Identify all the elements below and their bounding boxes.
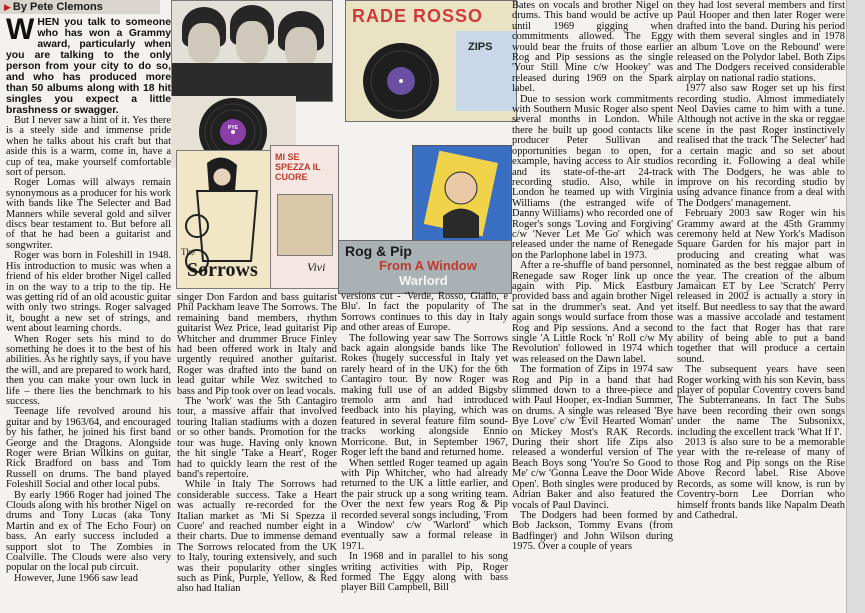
article-column-4: [512, 1, 673, 613]
paragraph: Bates on vocals and brother Nigel on drums. This band would be active up until 1969 gigging when commitments allowed. The Eggy would bear the fruits of those earlier Rog and Pip sessions as the single 'Your Still Mine c/w Hookey' was released during 1969 on the Spark label.: [512, 1, 673, 95]
paragraph: 1977 also saw Roger set up his first recording studio. Almost immediately Neol Davies came to him with a tune. Although not active in the ska or reggae scene in the past Roger instinctively realised that the track 'The Selecter' had a certain magic and so set about recording it. Following a deal while with The Dodgers, he was able to improve on his recording studio by using advance finance from a deal with The Dodgers' management.: [677, 83, 845, 209]
paragraph: Due to session work commitments with Southern Music Roger also spent several months in London. While there he built up good contacts like producer Peter Sullivan and opportunities began to open, for example, having access to Air studios and its state-of-the-art 24-track recording studio. Also, while in London he teamed up with Virginia Williams (the estranged wife of Danny Williams) who recorded one of Roger's songs 'Loving and Forgiving' c/w 'Never Let Me Go' which was released under the name of Renegade on the Parlophone label in 1973.: [512, 93, 673, 261]
rogpip-subtitle: From A Window: [379, 258, 477, 273]
face-shape: [188, 23, 220, 63]
paragraph: The subsequent years have seen Roger working with his son Kevin, bass player of popular Coventry covers band The Subterraneans. In fact The Subs have been recording their own songs under the name The Subsonixx, including the excellent track 'What If I'.: [677, 364, 845, 438]
vinyl-record-image: [346, 41, 456, 121]
rogpip-title: Rog & Pip: [345, 243, 412, 259]
paragraph: When Roger sets his mind to do something he does it to the best of his abilities. As he rightly says, if you have the will, and are prepared to work hard, then you can make your own luck in life – there lies the benchmark to his success.: [6, 333, 171, 407]
paragraph: they had lost several members and first Paul Hooper and then later Roger were drafted into the band. During his period with them several singles and in 1978 an album 'Love on the Rebound' were released on the Polydor label. Both Zips and The Dodgers received considerable airplay on national radio stations.: [677, 1, 845, 84]
rosso-sleeve-image: [345, 0, 517, 122]
sorrows-sleeve-image: [176, 150, 282, 289]
label-text: PYE: [227, 125, 239, 131]
band-photo: [171, 0, 333, 102]
article-column-3: [341, 292, 508, 613]
face-shape: [236, 21, 268, 63]
sorrows-title: Sorrows: [187, 259, 258, 281]
vivi-sleeve-name: Vivi: [307, 260, 326, 274]
paragraph: Teenage life revolved around his guitar and by 1963/64, and encouraged by his father, he joined his first band George and the Dragons. Alongside Roger were Brian Wilkins on guitar, Rick Bradford on bass and Tom Russell on drums. The band played Foleshill Social and other local pubs.: [6, 406, 171, 491]
rogpip-b-side: Warlord: [399, 273, 448, 288]
face-shape: [285, 27, 317, 67]
sorrows-subtitle: The: [181, 247, 195, 257]
paragraph: singer Don Fardon and bass guitarist Phil Packham leave The Sorrows. The remaining band members, rhythm guitarist Wez Price, lead guitarist Pip Whitcher and drummer Bruce Finley had been offered work in Italy and urgently required another guitarist. Roger was drafted into the band on lead guitar while Wez switched to bass and Pip took over on lead vocals.: [177, 293, 337, 397]
paragraph: Roger was born in Foleshill in 1948. His introduction to music was when a friend of his elder brother Nigel called in on the way to a trip to the tip. He was getting rid of an old acoustic guitar with only two strings. Roger salvaged it, bought a new set of strings, and went about learning chords.: [6, 250, 171, 335]
paragraph: The formation of Zips in 1974 saw Rog and Pip in a band that had slimmed down to a three-piece and with Paul Hooper, ex-Indian Summer, on drums. A single was released 'Bye Bye Love' c/w 'Evil Hearted Woman' on Mickey Most's RAK Records. During their short life Zips also released a wonderful version of The Beach Boys song 'You're So Good to Me' c/w 'Gonna Leave the Door Wide Open'. Both singles were produced by Adrian Baker and also featured the vocals of Paul Davinci.: [512, 364, 673, 511]
paragraph: While in Italy The Sorrows had considerable success. Take a Heart was actually re-recorded for the Italian market as 'Mi Si Spezza il Cuore' and reached number eight in their charts. Due to immense demand The Sorrows relocated from the UK to Italy, touring extensively, and such was their popularity other singles such as Pink, Purple, Yellow, & Red also had Italian: [177, 479, 337, 595]
paragraph: However, June 1966 saw lead: [14, 572, 138, 584]
paragraph: The 'work' was the 5th Cantagiro tour, a massive affair that involved touring Italian stadiums with a dozen or so other bands. Promotion for the tour was huge. Having only known the hit single 'Take a Heart', Roger had to quickly learn the rest of the band's repertoire.: [177, 396, 337, 480]
pip-sleeve-title: ZIPS: [468, 41, 493, 53]
paragraph: The following year saw The Sorrows back again alongside bands like The Rokes (hugely successful in Italy yet rarely heard of in the UK) for the 6th Cantagiro tour. By now Roger was making full use of an added Bigsby tremolo arm and had introduced feedback into his playing, which was featured in several feature film sound-tracks working alongside Ennio Morricone. But, in September 1967, Roger left the band and returned home.: [341, 332, 508, 459]
lead-paragraph: [6, 17, 171, 116]
paragraph: After a re-shuffle of band personnel, Renegade saw Roger link up once again with Pip. Mick Eastbury provided bass and again brother Nigel sat in the drummer's seat. And yet again songs would surface from those Rog and Pip sessions. And a second single 'A Little Rock 'n' Roll c/w My Revolution' followed in 1974 which was released on the Dawn label.: [512, 260, 673, 365]
rosso-sleeve-title: RADE ROSSO: [352, 6, 484, 26]
rogpip-sleeve-image: [338, 240, 512, 294]
article-column-5: [677, 1, 845, 613]
article-column-2: [177, 293, 337, 613]
vivi-sleeve-image: [270, 145, 339, 289]
paragraph: In 1968 and in parallel to his song writing activities with Pip, Roger formed The Eggy along with bass player Bill Campbell, Bill: [341, 551, 508, 594]
lead-text: HEN you talk to someone who has won a Grammy award, particularly when you are talking to the only person from your city to do so, and who has produced more than 50 albums along with 18 hit singles you expect a little brashness or swagger.: [6, 17, 171, 116]
drop-cap: W: [6, 17, 35, 46]
paragraph: 2013 is also sure to be a memorable year with the re-release of many of those Rog and Pip songs on the Rise Above Record label. Rise Above Records, as some will know, is run by Coventry-born Lee Dorrian who himself fronts bands like Napalm Death and Cathedral.: [677, 437, 845, 521]
paragraph: When settled Roger teamed up again with Pip Whitcher, who had already returned to the UK a little earlier, and the pair struck up a song writing team. Over the next few years Rog & Pip recorded several songs including, 'From a Window' c/w 'Warlord' which eventually saw a formal release in 1971.: [341, 457, 508, 552]
paragraph: But I never saw a hint of it. Yes there is a steely side and immense pride when he talks about his craft but that aside this is a warm, come in, have a cup of tea, make yourself comfortable sort of person.: [6, 115, 171, 179]
paragraph: The Dodgers had been formed by Bob Jackson, Tommy Evans (from Badfinger) and John Wilson during 1975. Over a couple of years: [512, 509, 673, 553]
cartoon-sleeve-image: [412, 145, 512, 242]
paragraph: By early 1966 Roger had joined The Clouds along with his brother Nigel on drums and Tony Lucas (aka Tony Martin and ex of The Echo Four) on bass. An early success included a support slot to The Zombies in Coalville. The Clouds were also very popular on the local pub circuit.: [6, 489, 171, 574]
triangle-icon: ▶: [4, 2, 11, 12]
article-column-1: [6, 17, 171, 613]
paragraph: versions cut - 'Verde, Rosso, Giallo, e Blu'. In fact the popularity of The Sorrows continues to this day in Italy and other areas of Europe.: [341, 292, 508, 334]
paragraph: February 2003 saw Roger win his Grammy award at the 45th Grammy ceremony held at New York's Madison Square Garden for his major part in producing and creating what was nominated as the best reggae album of the year. The creation of the album Jamaican ET by Lee 'Scratch' Perry released in 2002 is actually a story in itself. But needless to say that the award was a massive accolade and testament to the fact that Roger has that rare ability of being able to put a band together that will produce a certain sound.: [677, 208, 845, 365]
paragraph: Roger Lomas will always remain synonymous as a producer for his work with bands like The Selecter and Bad Manners while several gold and silver discs bear testament to. But before all of that he had been a guitarist and songwriter.: [6, 177, 171, 251]
vivi-sleeve-title: MI SE SPEZZA IL CUORE: [275, 152, 321, 182]
byline: [0, 0, 160, 14]
sleeve-photo: [277, 194, 333, 256]
page-edge: [846, 0, 865, 613]
byline-text: By Pete Clemons: [12, 1, 103, 13]
